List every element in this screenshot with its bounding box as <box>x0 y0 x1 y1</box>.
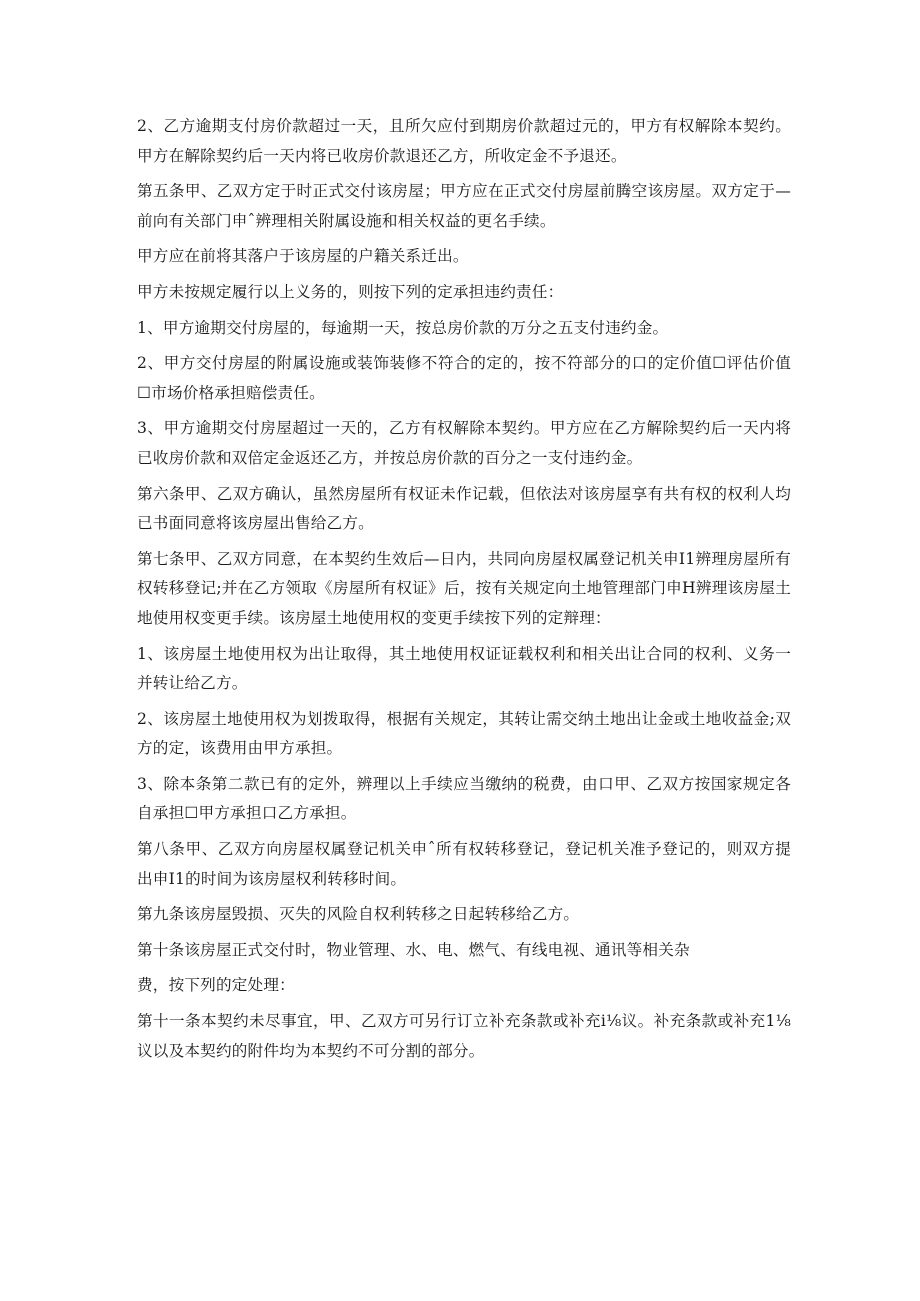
paragraph-facility-compensation: 2、甲方交付房屋的附属设施或装饰装修不符合的定的，按不符部分的口的定价值☐评估价值☐市场价格承担赔偿责任。 <box>137 354 791 402</box>
paragraph-article-10-utilities: 第十条该房屋正式交付时，物业管理、水、电、燃气、有线电视、通讯等相关杂 <box>137 940 690 959</box>
paragraph-article-9-risk: 第九条该房屋毁损、灭失的风险自权利转移之日起转移给乙方。 <box>137 905 580 924</box>
paragraph-taxes-and-fees: 3、除本条第二款已有的定外，辨理以上手续应当缴纳的税费，由口甲、乙双方按国家规定各自承担☐甲方承担口乙方承担。 <box>137 774 791 823</box>
paragraph-household-registration: 甲方应在前将其落户于该房屋的户籍关系迁出。 <box>137 247 469 266</box>
paragraph-article-7-registration: 第七条甲、乙双方同意，在本契约生效后—日内，共同向房屋权属登记机关申I1辨理房屋所有权转移登记;并在乙方领取《房屋所有权证》后，按有关规定向土地管理部门申H辨理该房屋土地使用权变更手续。该房屋土地使用权的变更手续按下列的定辩理： <box>137 549 791 627</box>
paragraph-overdue-payment-termination: 2、乙方逾期支付房价款超过一天，且所欠应付到期房价款超过元的，甲方有权解除本契约。甲方在解除契约后一天内将已收房价款退还乙方，所收定金不予退还。 <box>137 117 791 165</box>
paragraph-article-8-transfer-time: 第八条甲、乙双方向房屋权属登记机关申ˆ所有权转移登记，登记机关准予登记的，则双方提出申I1的时间为该房屋权利转移时间。 <box>137 840 791 888</box>
paragraph-article-5-delivery: 第五条甲、乙双方定于时正式交付该房屋；甲方应在正式交付房屋前腾空该房屋。双方定于—前向有关部门申ˆ辨理相关附属设施和相关权益的更名手续。 <box>137 182 791 230</box>
paragraph-land-transfer-grant: 1、该房屋土地使用权为出让取得，其土地使用权证证载权利和相关出让合同的权利、义务一并转让给乙方。 <box>137 644 791 693</box>
paragraph-article-10-continued: 费，按下列的定处理： <box>137 976 295 995</box>
paragraph-late-delivery-penalty: 1、甲方逾期交付房屋的，每逾期一天，按总房价款的万分之五支付违约金。 <box>137 318 669 337</box>
paragraph-article-6-consent: 第六条甲、乙双方确认，虽然房屋所有权证未作记载，但依法对该房屋享有共有权的权利人均已书面同意将该房屋出售给乙方。 <box>137 484 791 533</box>
paragraph-delivery-termination: 3、甲方逾期交付房屋超过一天的，乙方有权解除本契约。甲方应在乙方解除契约后一天内将已收房价款和双倍定金返还乙方，并按总房价款的百分之一支付违约金。 <box>137 419 791 467</box>
paragraph-article-11-supplement: 第十一条本契约未尽事宜，甲、乙双方可另行订立补充条款或补充i⅛议。补充条款或补充1⅛议以及本契约的附件均为本契约不可分割的部分。 <box>137 1012 791 1060</box>
paragraph-breach-liability-intro: 甲方未按规定履行以上义务的，则按下列的定承担违约责任： <box>137 282 564 301</box>
paragraph-land-transfer-allocation: 2、该房屋土地使用权为划拨取得，根据有关规定，其转让需交纳土地出让金或土地收益金;双方的定，该费用由甲方承担。 <box>137 709 791 758</box>
contract-text-body <box>137 112 791 1072</box>
